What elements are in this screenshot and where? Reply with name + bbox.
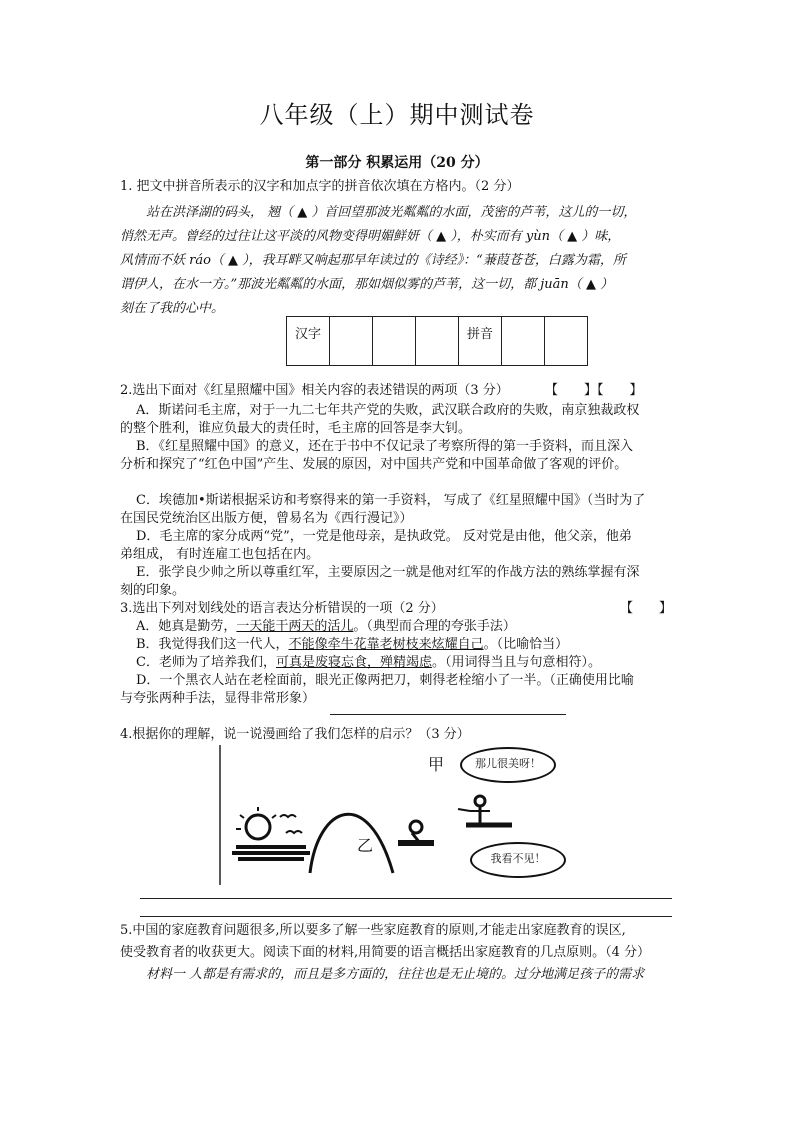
grid-cell[interactable] xyxy=(545,317,588,366)
q3-option-b: B．我觉得我们这一代人，不能像牵牛花靠老树枝来炫耀自己。（比喻恰当） xyxy=(136,637,569,652)
q2-stem: 2.选出下面对《红星照耀中国》相关内容的表述错误的两项（3 分） xyxy=(120,383,509,398)
q1-answer-grid xyxy=(286,316,588,366)
q5-material-1: 材料一 人都是有需求的，而且是多方面的，往往也是无止境的。过分地满足孩子的需求 xyxy=(146,967,645,982)
underlined-phrase: 不能像牵牛花靠老树枝来炫耀自己 xyxy=(288,637,484,652)
grid-cell[interactable] xyxy=(330,317,373,366)
q3-option-c: C．老师为了培养我们，可真是废寝忘食，殚精竭虑。（用词得当且与句意相符）。 xyxy=(136,655,601,670)
q3-option-d: D．一个黑衣人站在老栓面前，眼光正像两把刀，刺得老栓缩小了一半。（正确使用比喻 xyxy=(136,673,634,688)
label-yi: 乙 xyxy=(357,836,374,855)
page-title: 八年级（上）期中测试卷 xyxy=(259,101,535,129)
q1-passage-line: 站在洪泽湖的码头， 翘（ ▲ ）首回望那波光粼粼的水面，茂密的芦苇，这儿的一切， xyxy=(146,205,637,220)
q2-option-d: D．毛主席的家分成两“党”，一党是他母亲，是执政党。 反对党是由他，他父亲，他弟 xyxy=(136,529,632,544)
q3-option-a: A．她真是勤劳，一天能干两天的活儿。（典型而合理的夸张手法） xyxy=(136,619,516,634)
grid-cell[interactable] xyxy=(373,317,416,366)
q3-answer-brackets: 【 】 xyxy=(620,601,673,616)
divider xyxy=(330,714,566,715)
q2-option-e: E．张学良少帅之所以尊重红军，主要原因之一就是他对红军的作战方法的熟练掌握有深 xyxy=(136,565,640,580)
speech-bubble-bottom: 我看不见！ xyxy=(470,842,566,878)
grid-label-pinyin: 拼音 xyxy=(459,317,502,366)
q5-stem: 5.中国的家庭教育问题很多,所以要多了解一些家庭教育的原则,才能走出家庭教育的误区, xyxy=(120,923,626,938)
q4-stem: 4.根据你的理解，说一说漫画给了我们怎样的启示？（3 分） xyxy=(120,727,470,742)
underlined-phrase: 一天能干两天的活儿 xyxy=(236,619,354,634)
label-jia: 甲 xyxy=(428,755,445,774)
q2-option-a: A．斯诺问毛主席，对于一九二七年共产党的失败，武汉联合政府的失败，南京独裁政权 xyxy=(136,403,640,418)
q5-stem-cont: 使受教育者的收获更大。阅读下面的材料,用简要的语言概括出家庭教育的几点原则。（4 分） xyxy=(120,945,651,960)
q1-passage-line: 谓伊人，在水一方。”那波光粼粼的水面，那如烟似雾的芦苇，这一切，都 juān（ ▲ ） xyxy=(120,277,614,292)
q2-option-e-cont: 刻的印象。 xyxy=(120,583,186,598)
q2-option-a-cont: 的整个胜利，谁应负最大的责任时，毛主席的回答是李大钊。 xyxy=(120,421,472,436)
q3-option-d-cont: 与夸张两种手法，显得非常形象） xyxy=(120,691,316,706)
q2-option-b-cont: 分析和探究了“红色中国”产生、发展的原因，对中国共产党和中国革命做了客观的评价。 xyxy=(120,457,628,472)
q3-stem: 3.选出下列对划线处的语言表达分析错误的一项（2 分） xyxy=(120,601,444,616)
grid-label-hanzi: 汉字 xyxy=(287,317,330,366)
answer-line[interactable] xyxy=(140,916,672,917)
answer-line[interactable] xyxy=(140,898,672,899)
speech-bubble-top: 那儿很美呀！ xyxy=(460,747,556,783)
q2-answer-brackets: 【 】【 】 xyxy=(545,383,643,398)
q2-option-b: B．《红星照耀中国》的意义，还在于书中不仅记录了考察所得的第一手资料，而且深入 xyxy=(136,439,634,454)
grid-cell[interactable] xyxy=(502,317,545,366)
q1-passage-line: 悄然无声。曾经的过往让这平淡的风物变得明媚鲜妍（ ▲ ），朴实而有 yùn（ ▲ ）味， xyxy=(120,229,621,244)
underlined-phrase: 可真是废寝忘食，殚精竭虑 xyxy=(275,655,432,670)
q2-option-c-cont: 在国民党统治区出版方便，曾易名为《西行漫记》） xyxy=(120,511,413,526)
q2-option-c: C．埃德加•斯诺根据采访和考察得来的第一手资料， 写成了《红星照耀中国》（当时为了 xyxy=(136,493,646,508)
grid-cell[interactable] xyxy=(416,317,459,366)
section-heading: 第一部分 积累运用（20 分） xyxy=(305,155,489,171)
q1-stem: 1. 把文中拼音所表示的汉字和加点字的拼音依次填在方格内。（2 分） xyxy=(120,179,520,194)
q1-passage-line: 刻在了我的心中。 xyxy=(120,301,225,316)
q2-option-d-cont: 弟组成， 有时连雇工也包括在内。 xyxy=(120,547,320,562)
q1-passage-line: 风情而不妖 ráo（ ▲ ），我耳畔又响起那早年读过的《诗经》：“蒹葭苍苍，白露为霜，所 xyxy=(120,253,626,268)
